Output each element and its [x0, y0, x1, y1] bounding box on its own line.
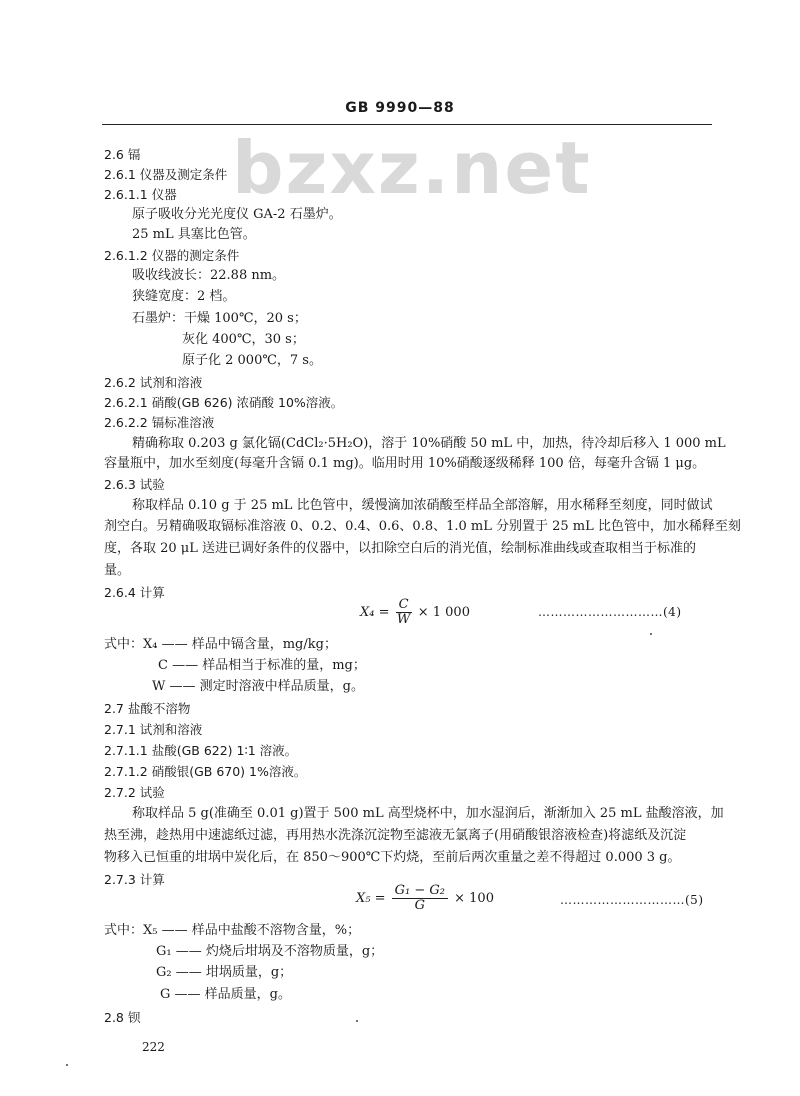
scan-speck: [356, 1020, 358, 1022]
standard-solution-line-1: 精确称取 0.203 g 氯化镉(CdCl₂·5H₂O)，溶于 10%硝酸 50 mL 中，加热，待冷却后移入 1 000 mL: [132, 436, 726, 451]
scan-speck: [650, 633, 652, 635]
section-2-7-3: 2.7.3 计算: [104, 872, 165, 887]
equation-5-lhs: X₅ =: [356, 891, 386, 906]
section-2-7-1-2: 2.7.1.2 硝酸银(GB 670) 1%溶液。: [104, 764, 307, 779]
condition-furnace-atomize: 原子化 2 000℃，7 s。: [182, 353, 322, 368]
equation-4-number: …………………………(4): [538, 605, 682, 619]
where-w: W —— 测定时溶液中样品质量，g。: [152, 679, 364, 694]
equation-5: [356, 884, 494, 913]
section-2-6: 2.6 镉: [104, 147, 141, 162]
where-g: G —— 样品质量，g。: [160, 987, 291, 1002]
test2-line-1: 称取样品 5 g(准确至 0.01 g)置于 500 mL 高型烧杯中，加水湿润后，渐渐加入 25 mL 盐酸溶液，加: [132, 806, 724, 821]
section-2-6-1: 2.6.1 仪器及测定条件: [104, 167, 228, 182]
page-header: GB 9990—88: [345, 100, 455, 116]
equation-5-numerator: G₁ − G₂: [392, 884, 448, 899]
equation-4-lhs: X₄ =: [360, 605, 390, 620]
section-2-7: 2.7 盐酸不溶物: [104, 701, 191, 716]
instrument-line-1: 原子吸收分光光度仪 GA-2 石墨炉。: [132, 207, 342, 222]
test-line-1: 称取样品 0.10 g 于 25 mL 比色管中，缓慢滴加浓硝酸至样品全部溶解，用水稀释至刻度，同时做试: [132, 498, 713, 513]
equation-4-numerator: C: [396, 598, 412, 613]
test-line-4: 量。: [104, 563, 131, 578]
section-2-6-1-1: 2.6.1.1 仪器: [104, 187, 177, 202]
condition-furnace-dry: 石墨炉：干燥 100℃，20 s；: [132, 311, 307, 326]
equation-4-rhs: × 1 000: [417, 605, 470, 620]
section-2-6-1-2: 2.6.1.2 仪器的测定条件: [104, 248, 240, 263]
where-c: C —— 样品相当于标准的量，mg；: [158, 658, 366, 673]
test2-line-2: 热至沸，趁热用中速滤纸过滤，再用热水洗涤沉淀物至滤液无氯离子(用硝酸银溶液检查)将滤纸及沉淀: [104, 828, 687, 843]
test-line-3: 度，各取 20 μL 送进已调好条件的仪器中，以扣除空白后的消光值，绘制标准曲线或查取相当于标准的: [104, 541, 697, 556]
equation-4: [360, 598, 470, 627]
section-2-6-4: 2.6.4 计算: [104, 585, 165, 600]
test2-line-3: 物移入已恒重的坩埚中炭化后，在 850～900℃下灼烧，至前后两次重量之差不得超过 0.000 3 g。: [104, 850, 681, 865]
condition-wavelength: 吸收线波长：22.88 nm。: [132, 268, 286, 283]
equation-5-fraction: [392, 884, 448, 913]
equation-5-number: …………………………(5): [560, 893, 704, 907]
instrument-line-2: 25 mL 具塞比色管。: [132, 227, 256, 242]
section-2-7-2: 2.7.2 试验: [104, 785, 165, 800]
condition-furnace-ash: 灰化 400℃，30 s；: [182, 332, 305, 347]
section-2-6-2: 2.6.2 试剂和溶液: [104, 375, 203, 390]
test-line-2: 剂空白。另精确吸取镉标准溶液 0、0.2、0.4、0.6、0.8、1.0 mL 分别置于 25 mL 比色管中，加水稀释至刻: [104, 519, 741, 534]
section-2-7-1: 2.7.1 试剂和溶液: [104, 722, 203, 737]
equation-4-fraction: [396, 598, 412, 627]
watermark: bzxz.net: [232, 126, 592, 210]
equation-5-rhs: × 100: [454, 891, 494, 906]
section-2-7-1-1: 2.7.1.1 盐酸(GB 622) 1∶1 溶液。: [104, 743, 298, 758]
where-x4: 式中：X₄ —— 样品中镉含量，mg/kg；: [104, 637, 337, 652]
page-number: 222: [142, 1040, 165, 1054]
equation-4-denominator: W: [396, 612, 411, 627]
equation-5-denominator: G: [414, 898, 426, 913]
where-g1: G₁ —— 灼烧后坩埚及不溶物质量，g；: [156, 944, 384, 959]
standard-solution-line-2: 容量瓶中，加水至刻度(每毫升含镉 0.1 mg)。临用时用 10%硝酸逐级稀释 100 倍，每毫升含镉 1 μg。: [104, 456, 706, 471]
where-g2: G₂ —— 坩埚质量，g；: [156, 965, 293, 980]
condition-slit: 狭缝宽度：2 档。: [132, 289, 236, 304]
header-rule: [102, 124, 712, 125]
section-2-6-2-1: 2.6.2.1 硝酸(GB 626) 浓硝酸 10%溶液。: [104, 395, 344, 410]
section-2-8: 2.8 钡: [104, 1010, 141, 1025]
section-2-6-3: 2.6.3 试验: [104, 477, 165, 492]
section-2-6-2-2: 2.6.2.2 镉标准溶液: [104, 415, 215, 430]
where-x5: 式中：X₅ —— 样品中盐酸不溶物含量，%；: [104, 923, 361, 938]
scan-speck: [66, 1064, 68, 1066]
